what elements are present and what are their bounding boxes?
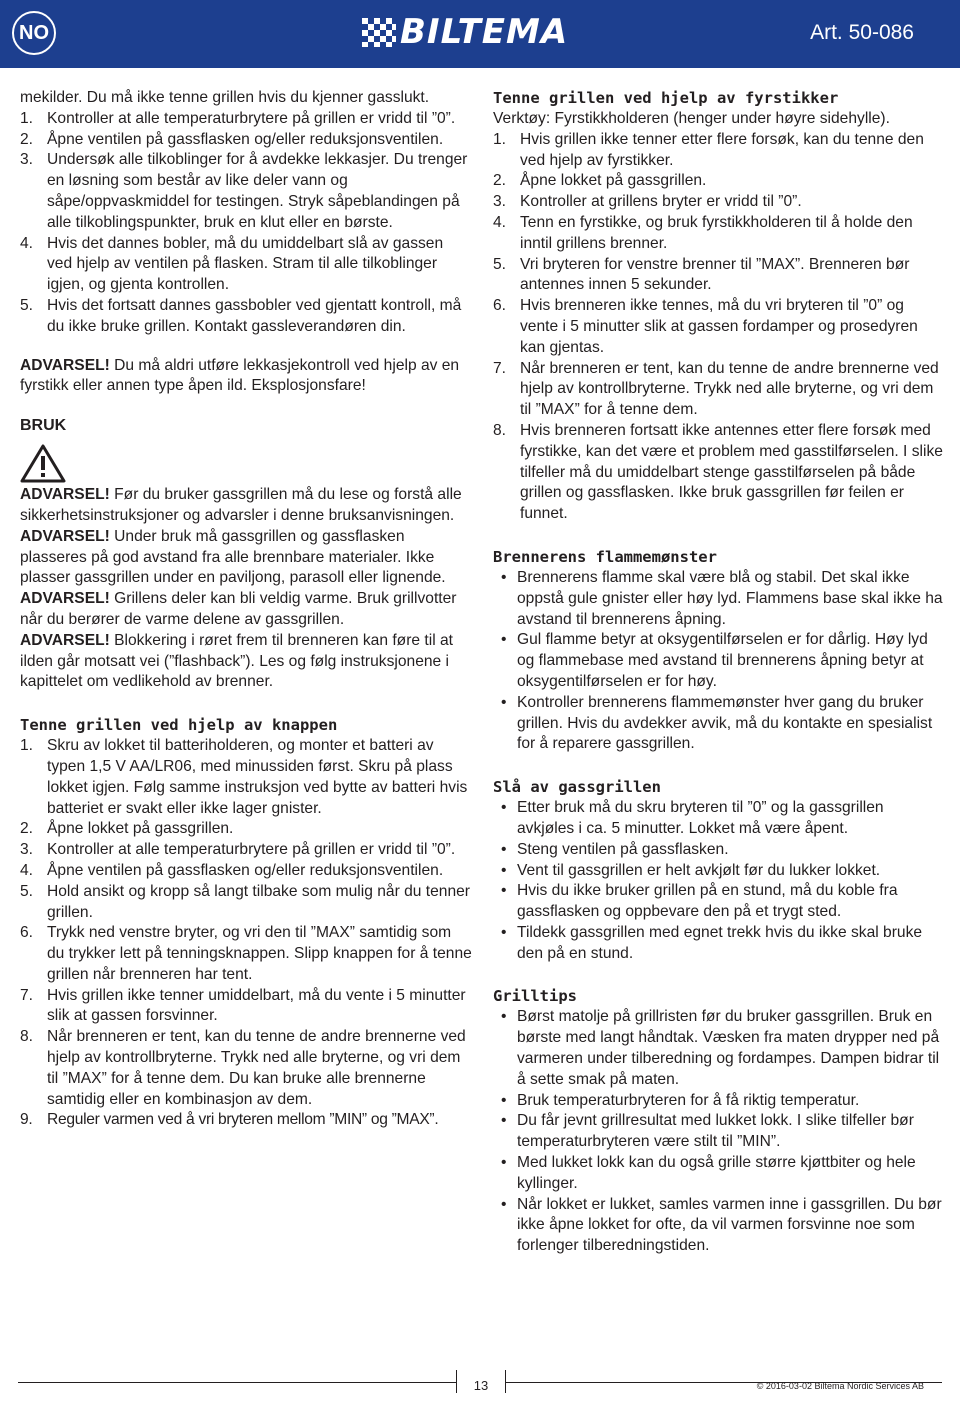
warning-label: ADVARSEL! (20, 590, 110, 608)
list-item (20, 882, 472, 924)
step-text: Kontroller at grillens bryter er vridd til ”0”. (520, 193, 802, 211)
step-text: Undersøk alle tilkoblinger for å avdekke lekkasjer. Du trenger en løsning som består av like deler vann og såpe/oppvaskmiddel for testingen. Stryk såpeblandingen på alle tilkoblingspunkter, bruk en klut eller en børste. (47, 151, 468, 231)
warning-triangle-icon (20, 443, 66, 483)
step-text: Åpne lokket på gassgrillen. (520, 172, 707, 190)
button-steps-list (20, 736, 472, 1131)
bruk-warning (20, 527, 472, 589)
list-item: • Hvis du ikke bruker grillen på en stund, må du koble fra gassflasken og oppbevare den på et trygt sted. (493, 881, 945, 923)
step-number: 5. (20, 882, 34, 900)
warning-text: Du må aldri utføre lekkasjekontroll ved hjelp av en fyrstikk eller annen type åpen ild. Eksplosjonsfare! (20, 356, 460, 395)
leak-steps-list (20, 109, 472, 338)
list-item: • Brennerens flamme skal være blå og stabil. Det skal ikke oppstå gule gnister eller høy lyd. Flammens base skal ikke ha avstand til brennerens åpning. (493, 568, 945, 630)
step-number: 4. (493, 213, 507, 231)
warning-label: ADVARSEL! (20, 486, 110, 504)
list-item (493, 421, 945, 525)
section-heading-turn-off: Slå av gassgrillen (493, 778, 661, 797)
tool-note: Verktøy: Fyrstikkholderen (henger under høyre sidehylle). (493, 110, 890, 127)
warning-text: Under bruk må gassgrillen og gassflasken plasseres på god avstand fra alle brennbare materialer. Ikke plasser gassgrillen under en paviljong, parasoll eller lignende. (20, 527, 446, 587)
step-text: Hvis grillen ikke tenner etter flere forsøk, kan du tenne den ved hjelp av fyrstikker. (520, 130, 924, 169)
step-number: 9. (20, 1111, 33, 1129)
step-text: Kontroller at alle temperaturbrytere på grillen er vridd til ”0”. (47, 109, 456, 127)
list-item (20, 296, 472, 338)
list-item (20, 923, 472, 985)
list-item (493, 130, 945, 172)
language-badge: NO (12, 11, 56, 55)
step-number: 3. (493, 193, 507, 211)
bruk-warning (20, 485, 472, 527)
list-item: • Tildekk gassgrillen med egnet trekk hvis du ikke skal bruke den på en stund. (493, 923, 945, 965)
step-text: Hvis brenneren ikke tennes, må du vri bryteren til ”0” og vente i 5 minutter slik at gassen fordamper og prosedyren kan gjentas. (520, 297, 918, 356)
section-heading-grill-tips: Grilltips (493, 987, 577, 1006)
step-number: 1. (493, 130, 507, 148)
step-text: Hvis brenneren fortsatt ikke antennes etter flere forsøk med fyrstikke, kan det være et problem med gasstilførselen. I slike tilfeller må du umiddelbart stenge gasstilførselen på både grillen og gassflasken. Ikke bruk gassgrillen før feilen er funnet. (520, 421, 943, 523)
step-number: 8. (493, 421, 507, 439)
step-number: 3. (20, 151, 34, 169)
list-item: • Gul flamme betyr at oksygentilførselen er for dårlig. Høy lyd og flammebase med avstand til brennerens åpning betyr at oksygentilførselen er for høy. (493, 630, 945, 692)
step-number: 3. (20, 841, 34, 859)
list-item (20, 986, 472, 1028)
step-text: Når brenneren er tent, kan du tenne de andre brennerne ved hjelp av kontrollbryterne. Trykk ned alle bryterne, og vri dem til ”MAX” for å tenne dem. (520, 359, 939, 419)
leak-warning (20, 356, 472, 398)
list-item (493, 359, 945, 421)
brand-name: BILTEMA (400, 12, 569, 52)
step-number: 1. (20, 737, 34, 755)
list-item: • Vent til gassgrillen er helt avkjølt før du lukker lokket. (493, 861, 945, 882)
step-number: 8. (20, 1028, 34, 1046)
step-number: 6. (493, 297, 507, 315)
warning-label: ADVARSEL! (20, 631, 110, 649)
step-number: 2. (493, 172, 507, 190)
list-item (20, 819, 472, 840)
step-number: 4. (20, 234, 34, 252)
header-bar (0, 0, 960, 68)
section-heading-button-ignition: Tenne grillen ved hjelp av knappen (20, 716, 338, 735)
step-number: 7. (20, 986, 34, 1004)
flame-list (493, 568, 945, 755)
step-text: Åpne lokket på gassgrillen. (47, 820, 234, 838)
checkered-flag-icon (362, 15, 396, 49)
list-item: • Steng ventilen på gassflasken. (493, 840, 945, 861)
warning-label: ADVARSEL! (20, 527, 110, 545)
article-number: Art. 50-086 (810, 21, 914, 44)
right-column (493, 88, 945, 1257)
list-item: • Med lukket lokk kan du også grille større kjøttbiter og hele kyllinger. (493, 1153, 945, 1195)
match-steps-list (493, 130, 945, 525)
step-number: 2. (20, 130, 34, 148)
list-item: • Bruk temperaturbryteren for å få riktig temperatur. (493, 1091, 945, 1112)
warning-text: Før du bruker gassgrillen må du lese og forstå alle sikkerhetsinstruksjoner og advarsler i denne bruksanvisningen. (20, 486, 462, 524)
list-item (20, 150, 472, 233)
section-heading-match-ignition: Tenne grillen ved hjelp av fyrstikker (493, 89, 839, 107)
step-text: Når brenneren er tent, kan du tenne de andre brennerne ved hjelp av kontrollbryterne. Trykk ned alle bryterne, og vri dem til ”MAX” for å tenne dem. Du kan bruke alle brennerne samtidig eller en kombinasjon av dem. (47, 1028, 466, 1108)
step-text: Vri bryteren for venstre brenner til ”MAX”. Brenneren bør antennes innen 5 sekunder. (520, 255, 910, 294)
brand-logo (362, 12, 568, 52)
step-number: 4. (20, 861, 34, 879)
list-item (493, 192, 945, 213)
list-item (20, 109, 472, 130)
list-item (20, 234, 472, 296)
intro-text: mekilder. Du må ikke tenne grillen hvis du kjenner gasslukt. (20, 89, 430, 106)
bruk-warning (20, 631, 472, 693)
step-number: 5. (493, 255, 507, 273)
step-number: 5. (20, 296, 34, 314)
list-item: • Børst matolje på grillristen før du bruker gassgrillen. Bruk en børste med langt håndtak. Væsken fra maten drypper ned på varmeren under tilberedning og fordampes. Dampen bidrar til å sette smak på maten. (493, 1007, 945, 1090)
step-number: 1. (20, 109, 34, 127)
list-item: • Du får jevnt grillresultat med lukket lokk. I slike tilfeller bør temperaturbryteren være stilt til ”MIN”. (493, 1111, 945, 1153)
step-text: Hold ansikt og kropp så langt tilbake som mulig når du tenner grillen. (47, 882, 470, 921)
warning-label: ADVARSEL! (20, 356, 110, 374)
list-item (20, 1027, 472, 1110)
list-item (20, 861, 472, 882)
list-item: • Når lokket er lukket, samles varmen inne i gassgrillen. Du bør ikke åpne lokket for ofte, da vil varmen forsvinne noe som forlenger tilberedningstiden. (493, 1195, 945, 1257)
list-item (20, 130, 472, 151)
step-text: Skru av lokket til batteriholderen, og monter et batteri av typen 1,5 V AA/LR06, med minussiden først. Skru på plass lokket igjen. Følg samme instruksjon ved bytte av batteri hvis batteriet er svakt eller ikke lager gnister. (47, 737, 468, 817)
left-column (20, 88, 472, 1131)
page-number: 13 (456, 1370, 506, 1393)
copyright: © 2016-03-02 Biltema Nordic Services AB (756, 1381, 924, 1391)
tips-list (493, 1007, 945, 1257)
list-item (493, 171, 945, 192)
list-item (493, 213, 945, 255)
footer-divider-left (18, 1382, 456, 1383)
step-text: Tenn en fyrstikke, og bruk fyrstikkholderen til å holde den inntil grillens brenner. (520, 213, 913, 252)
list-item (20, 736, 472, 819)
list-item (493, 296, 945, 358)
step-text: Åpne ventilen på gassflasken og/eller reduksjonsventilen. (47, 861, 444, 879)
warning-text: Grillens deler kan bli veldig varme. Bruk grillvotter når du berører de varme delene av gassgrillen. (20, 590, 457, 628)
list-item (20, 1110, 472, 1131)
step-text: Trykk ned venstre bryter, og vri den til ”MAX” samtidig som du trykker lett på tenningsknappen. Slipp knappen for å tenne grillen når brenneren har tent. (47, 924, 472, 983)
step-text: Kontroller at alle temperaturbrytere på grillen er vridd til ”0”. (47, 841, 456, 859)
step-number: 2. (20, 820, 34, 838)
bruk-warning (20, 589, 472, 631)
step-number: 6. (20, 924, 34, 942)
section-heading-bruk: BRUK (20, 417, 67, 435)
section-heading-flame-pattern: Brennerens flammemønster (493, 547, 717, 566)
step-text: Hvis det fortsatt dannes gassbobler ved gjentatt kontroll, må du ikke bruke grillen. Kontakt gassleverandøren din. (47, 296, 462, 335)
step-number: 7. (493, 359, 507, 377)
step-text: Hvis grillen ikke tenner umiddelbart, må du vente i 5 minutter slik at gassen forsvinner. (47, 986, 466, 1025)
list-item: • Kontroller brennerens flammemønster hver gang du bruker grillen. Hvis du avdekker avvik, må du kontakte en spesialist for å reparere gassgrillen. (493, 693, 945, 755)
step-text: Reguler varmen ved å vri bryteren mellom ”MIN” og ”MAX”. (47, 1111, 439, 1129)
list-item: • Etter bruk må du skru bryteren til ”0” og la gassgrillen avkjøles i ca. 5 minutter. Lokket må være åpent. (493, 798, 945, 840)
list-item (493, 255, 945, 297)
turn-off-list (493, 798, 945, 964)
list-item (20, 840, 472, 861)
step-text: Hvis det dannes bobler, må du umiddelbart slå av gassen ved hjelp av ventilen på flasken. Stram til alle tilkoblinger igjen, og gjenta kontrollen. (47, 234, 444, 294)
step-text: Åpne ventilen på gassflasken og/eller reduksjonsventilen. (47, 130, 444, 148)
warning-text: Blokkering i røret frem til brenneren kan føre til at ilden går motsatt vei (”flashback”). Les og følg instruksjonene i kapittelet om vedlikehold av brenner. (20, 631, 453, 691)
